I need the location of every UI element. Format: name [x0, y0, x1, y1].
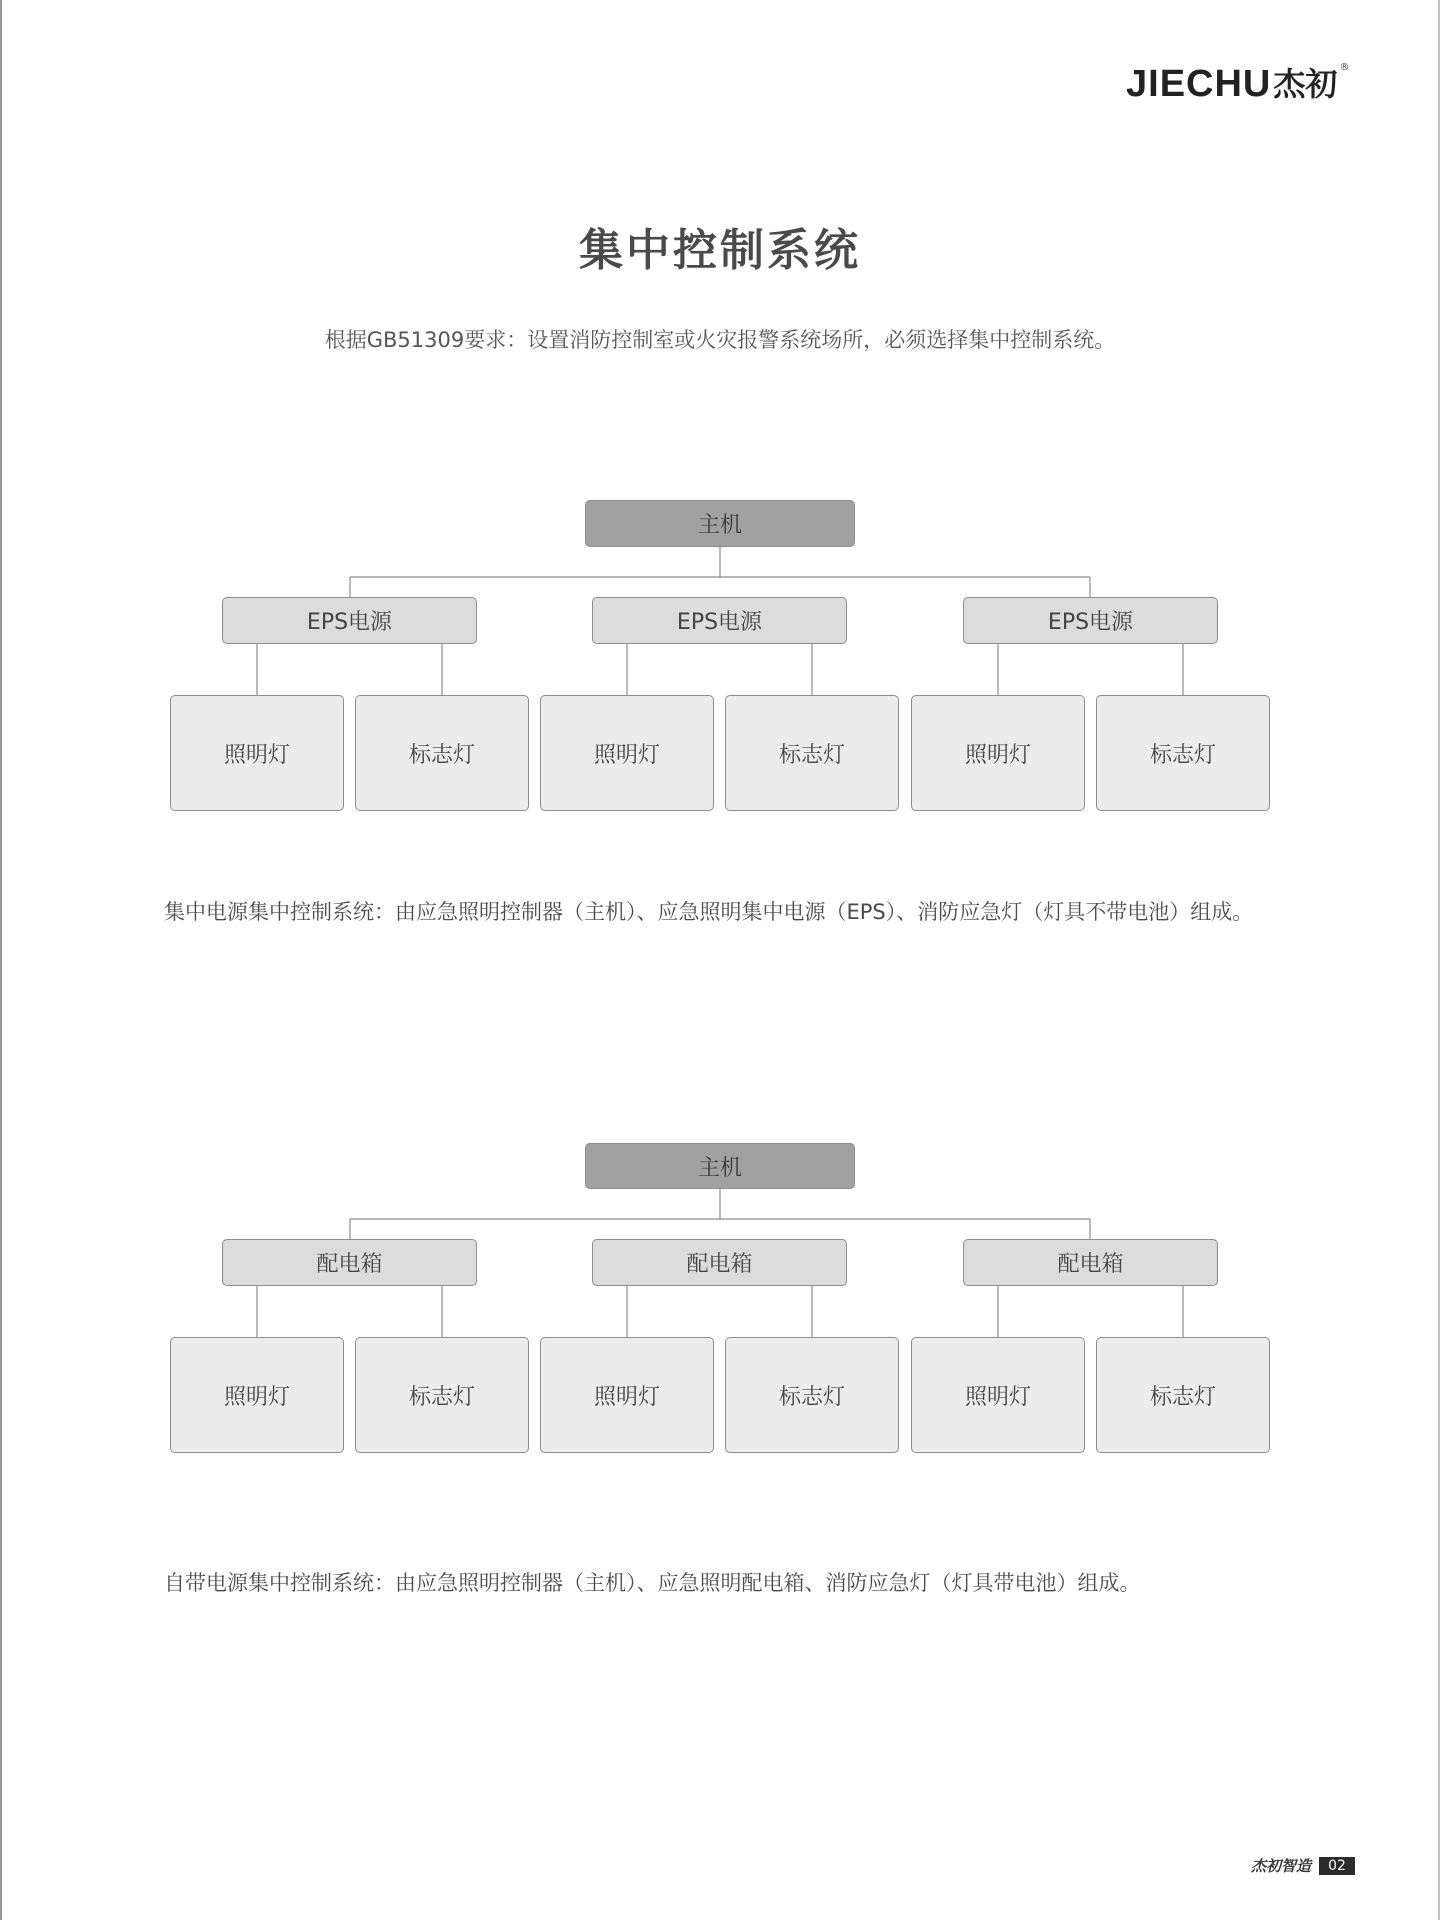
eps-power-node-1: EPS电源: [222, 597, 477, 644]
eps-power-node-3: EPS电源: [963, 597, 1218, 644]
sign-lamp-node: 标志灯: [1096, 695, 1270, 811]
page-title: 集中控制系统: [579, 225, 861, 276]
distribution-box-node-3: 配电箱: [963, 1239, 1218, 1286]
lighting-lamp-node: 照明灯: [540, 1337, 714, 1453]
sign-lamp-node: 标志灯: [725, 1337, 899, 1453]
description-centralized-power: 集中电源集中控制系统：由应急照明控制器（主机）、应急照明集中电源（EPS）、消防应急灯（灯具不带电池）组成。: [164, 900, 1254, 924]
page-number: 02: [1319, 1857, 1355, 1875]
diagram-centralized-power: [0, 498, 1440, 818]
lighting-lamp-node: 照明灯: [911, 695, 1085, 811]
sign-lamp-node: 标志灯: [355, 1337, 529, 1453]
intro-text: 根据GB51309要求：设置消防控制室或火灾报警系统场所，必须选择集中控制系统。: [324, 328, 1116, 352]
page-footer: [1251, 1855, 1355, 1876]
sign-lamp-node: 标志灯: [725, 695, 899, 811]
distribution-box-node-2: 配电箱: [592, 1239, 847, 1286]
registered-mark: ®: [1339, 62, 1350, 73]
diagram-self-contained-power: [0, 1140, 1440, 1460]
eps-power-node-2: EPS电源: [592, 597, 847, 644]
lighting-lamp-node: 照明灯: [170, 695, 344, 811]
lighting-lamp-node: 照明灯: [170, 1337, 344, 1453]
description-self-contained-power: 自带电源集中控制系统：由应急照明控制器（主机）、应急照明配电箱、消防应急灯（灯具带电池）组成。: [164, 1571, 1141, 1595]
brand-logo: [1126, 62, 1349, 106]
lighting-lamp-node: 照明灯: [911, 1337, 1085, 1453]
lighting-lamp-node: 照明灯: [540, 695, 714, 811]
logo-chinese-text: 杰初: [1273, 65, 1338, 103]
host-node: 主机: [585, 1143, 855, 1189]
sign-lamp-node: 标志灯: [355, 695, 529, 811]
sign-lamp-node: 标志灯: [1096, 1337, 1270, 1453]
logo-latin-text: JIECHU: [1126, 63, 1272, 105]
distribution-box-node-1: 配电箱: [222, 1239, 477, 1286]
host-node: 主机: [585, 500, 855, 547]
page-edge-left: [0, 0, 2, 1920]
footer-slogan: 杰初智造: [1250, 1857, 1311, 1875]
